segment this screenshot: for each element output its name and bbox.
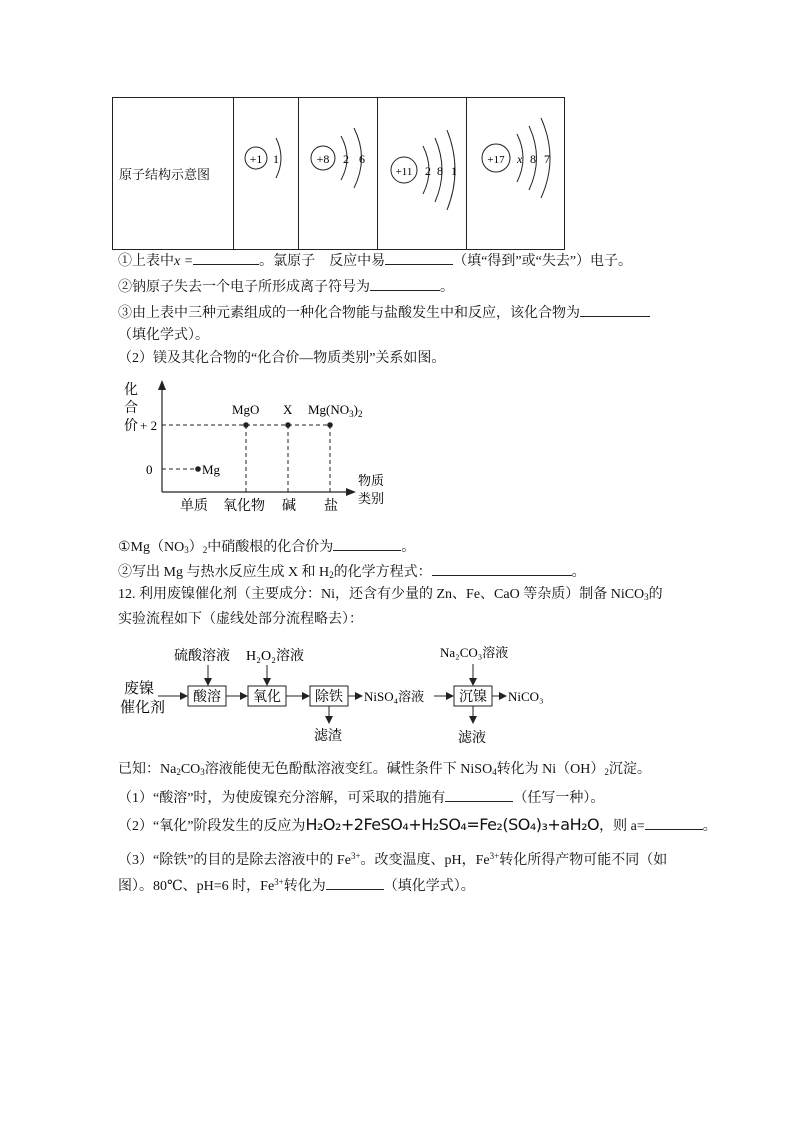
y-label-2: 合 xyxy=(124,401,138,416)
q12-sub1: （1）“酸溶”时，为使废镍充分溶解，可采取的措施有 （任写一种）。 xyxy=(118,787,604,808)
y-label-3: 价 xyxy=(124,419,138,434)
blank-gain-lose[interactable] xyxy=(385,250,453,265)
q12-sub3-2: 图）。80℃、pH=6 时，$Fe^{3+}$转化为 （填化学式）。 xyxy=(118,877,475,894)
q12-line1: 12. 利用废镍催化剂（主要成分：Ni，还含有少量的 Zn、Fe、CaO 等杂质）制备 NiCO$_3$的 xyxy=(118,587,663,602)
flow-step3: 除铁 xyxy=(315,690,343,705)
x-tick-4: 盐 xyxy=(324,499,338,514)
blank-compound[interactable] xyxy=(580,302,650,317)
q1-item3: ③由上表中三种元素组成的一种化合物能与盐酸发生中和反应，该化合物为 xyxy=(118,302,650,323)
point-mgno3 xyxy=(327,422,333,428)
atom-h-nucleus: +1 xyxy=(249,152,263,166)
atom-cl-shell1: x xyxy=(517,152,523,166)
flow-residue1: 滤渣 xyxy=(314,729,342,744)
atom-cl xyxy=(467,98,565,250)
blank-nitrate-valence[interactable] xyxy=(333,536,401,551)
q12-sub3-1: （3）“除铁”的目的是除去溶液中的 $Fe^{3+}$。改变温度、pH，$Fe^{3+}$转化所得产物可能不同（如 xyxy=(118,851,668,868)
blank-fe-product[interactable] xyxy=(326,875,384,890)
flow-product: NiCO₃ xyxy=(508,689,544,704)
flow-diagram xyxy=(118,640,568,750)
q12-sub2: （2）“氧化”阶段发生的反应为H₂O₂+2FeSO₄+H₂SO₄=Fe₂(SO₄)₃+aH₂O，则 a= 。 xyxy=(118,815,717,834)
atom-cl-shell3: 7 xyxy=(544,152,550,166)
q1-item3-cont: （填化学式）。 xyxy=(118,328,209,343)
flow-residue2: 滤液 xyxy=(458,731,486,746)
atom-na-shell2: 8 xyxy=(437,164,443,178)
atom-o-shell2: 6 xyxy=(359,152,365,166)
flow-step1: 酸溶 xyxy=(193,690,221,705)
point-mgo xyxy=(243,422,249,428)
flow-reagent2: H₂O₂溶液 xyxy=(246,649,304,664)
flow-start-2: 催化剂 xyxy=(120,700,166,716)
flow-step4: 沉镍 xyxy=(459,690,487,705)
atom-na xyxy=(378,98,467,250)
q2-intro: （2）镁及其化合物的“化合价—物质类别”关系如图。 xyxy=(118,351,446,366)
flow-reagent1: 硫酸溶液 xyxy=(174,649,230,664)
y-label-1: 化 xyxy=(124,383,138,398)
blank-measure[interactable] xyxy=(445,787,513,802)
x-label-2: 类别 xyxy=(358,491,385,506)
oxidation-equation: H₂O₂+2FeSO₄+H₂SO₄=Fe₂(SO₄)₃+aH₂O xyxy=(305,815,600,834)
flow-start-1: 废镍 xyxy=(124,681,155,697)
y-tick-plus2: + 2 xyxy=(140,418,158,433)
x-tick-2: 氧化物 xyxy=(223,499,265,514)
q2-item2: ②写出 Mg 与热水反应生成 X 和 $H_2$的化学方程式： 。 xyxy=(118,561,586,584)
blank-equation[interactable] xyxy=(432,561,572,576)
blank-ion[interactable] xyxy=(370,276,440,291)
atom-o-nucleus: +8 xyxy=(316,152,330,166)
label-mgno3: $Mg(NO_3)_2$ xyxy=(308,402,363,419)
atom-h xyxy=(234,98,299,250)
flow-reagent3: Na₂CO₃溶液 xyxy=(440,645,509,660)
flow-mid: NiSO₄溶液 xyxy=(364,689,425,704)
label-mgo: MgO xyxy=(232,402,260,417)
x-tick-1: 单质 xyxy=(180,499,208,514)
label-mg: Mg xyxy=(202,462,221,477)
point-x xyxy=(285,422,291,428)
atom-na-shell1: 2 xyxy=(425,164,431,178)
atom-cl-shell2: 8 xyxy=(530,152,536,166)
flow-step2: 氧化 xyxy=(253,690,281,705)
q12-known: 已知：$Na_2CO_3$溶液能使无色酚酞溶液变红。碱性条件下 NiSO$_4$转化为 $Ni(OH)_2$沉淀。 xyxy=(118,762,651,777)
atom-structure-table xyxy=(112,97,565,250)
atom-na-nucleus: +11 xyxy=(395,166,413,178)
point-mg xyxy=(195,466,201,472)
row-label: 原子结构示意图 xyxy=(113,98,234,250)
y-tick-0: 0 xyxy=(146,462,153,477)
atom-o xyxy=(299,98,378,250)
blank-a[interactable] xyxy=(645,815,703,830)
valence-chart xyxy=(110,372,410,522)
x-label-1: 物质 xyxy=(358,473,385,488)
x-tick-3: 碱 xyxy=(282,499,296,514)
atom-cl-nucleus: +17 xyxy=(487,154,505,166)
atom-h-shell1: 1 xyxy=(273,152,279,166)
q2-item1: $①Mg(NO_3)_2$中硝酸根的化合价为 。 xyxy=(118,536,415,559)
q1-item1: ①上表中x = 。氯原子 反应中易 （填“得到”或“失去”）电子。 xyxy=(118,250,632,271)
blank-x[interactable] xyxy=(193,250,259,265)
label-x: X xyxy=(283,402,293,417)
q1-item2: ②钠原子失去一个电子所形成离子符号为 。 xyxy=(118,276,454,297)
q12-line2: 实验流程如下（虚线处部分流程略去）： xyxy=(118,612,363,627)
atom-na-shell3: 1 xyxy=(451,164,457,178)
atom-o-shell1: 2 xyxy=(343,152,349,166)
